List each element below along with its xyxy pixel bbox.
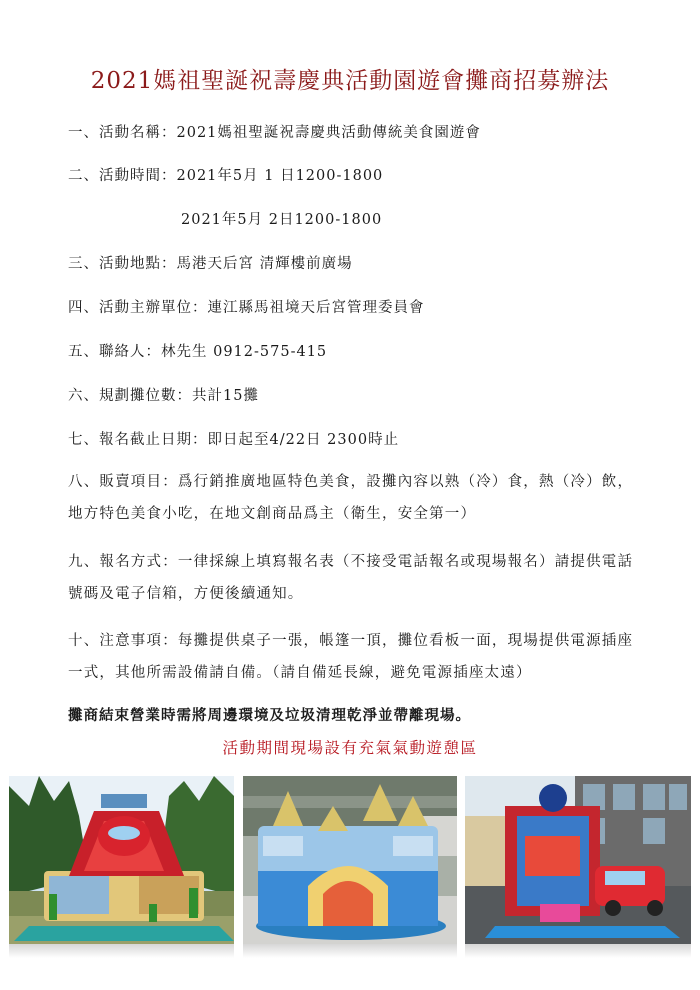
- item-deadline: 七、報名截止日期：即日起至4/22日 2300時止: [68, 432, 400, 448]
- item-organizer: 四、活動主辦單位：連江縣馬祖境天后宮管理委員會: [68, 300, 425, 316]
- inflatable-slide-photo: [9, 776, 234, 944]
- item-contact: 五、聯絡人：林先生 0912-575-415: [68, 344, 328, 360]
- photo-shadow: [465, 944, 691, 958]
- photo-shadow: [9, 944, 234, 958]
- inflatable-racecar-bouncer-photo: [465, 776, 691, 944]
- item-event-time: 二、活動時間：2021年5月 1 日1200-1800: [68, 168, 384, 184]
- cleanup-note: 攤商結束營業時需將周邊環境及垃圾清理乾淨並帶離現場。: [68, 707, 471, 724]
- page-title: 2021媽祖聖誕祝壽慶典活動園遊會攤商招募辦法: [90, 68, 610, 94]
- inflatable-castle-photo: [243, 776, 457, 944]
- item-booth-count: 六、規劃攤位數：共計15攤: [68, 388, 259, 404]
- item-registration: 九、報名方式：一律採線上填寫報名表（不接受電話報名或現場報名）請提供電話號碼及電子信箱，方便後續通知。: [68, 554, 634, 602]
- item-notes: 十、注意事項：每攤提供桌子一張，帳篷一頂，攤位看板一面，現場提供電源插座一式，其他所需設備請自備。（請自備延長線，避免電源插座太遠）: [68, 633, 634, 681]
- item-event-time-2: 2021年5月 2日1200-1800: [181, 212, 383, 228]
- item-event-name: 一、活動名稱：2021媽祖聖誕祝壽慶典活動傳統美食園遊會: [68, 125, 481, 141]
- inflatable-area-heading: 活動期間現場設有充氣氣動遊憩區: [222, 739, 478, 757]
- item-sale-items: 八、販賣項目：爲行銷推廣地區特色美食，設攤內容以熟（冷）食，熱（冷）飲，地方特色美食小吃，在地文創商品爲主（衛生，安全第一）: [68, 474, 634, 522]
- photo-shadow: [243, 944, 457, 958]
- item-event-venue: 三、活動地點：馬港天后宮 清輝樓前廣場: [68, 256, 353, 272]
